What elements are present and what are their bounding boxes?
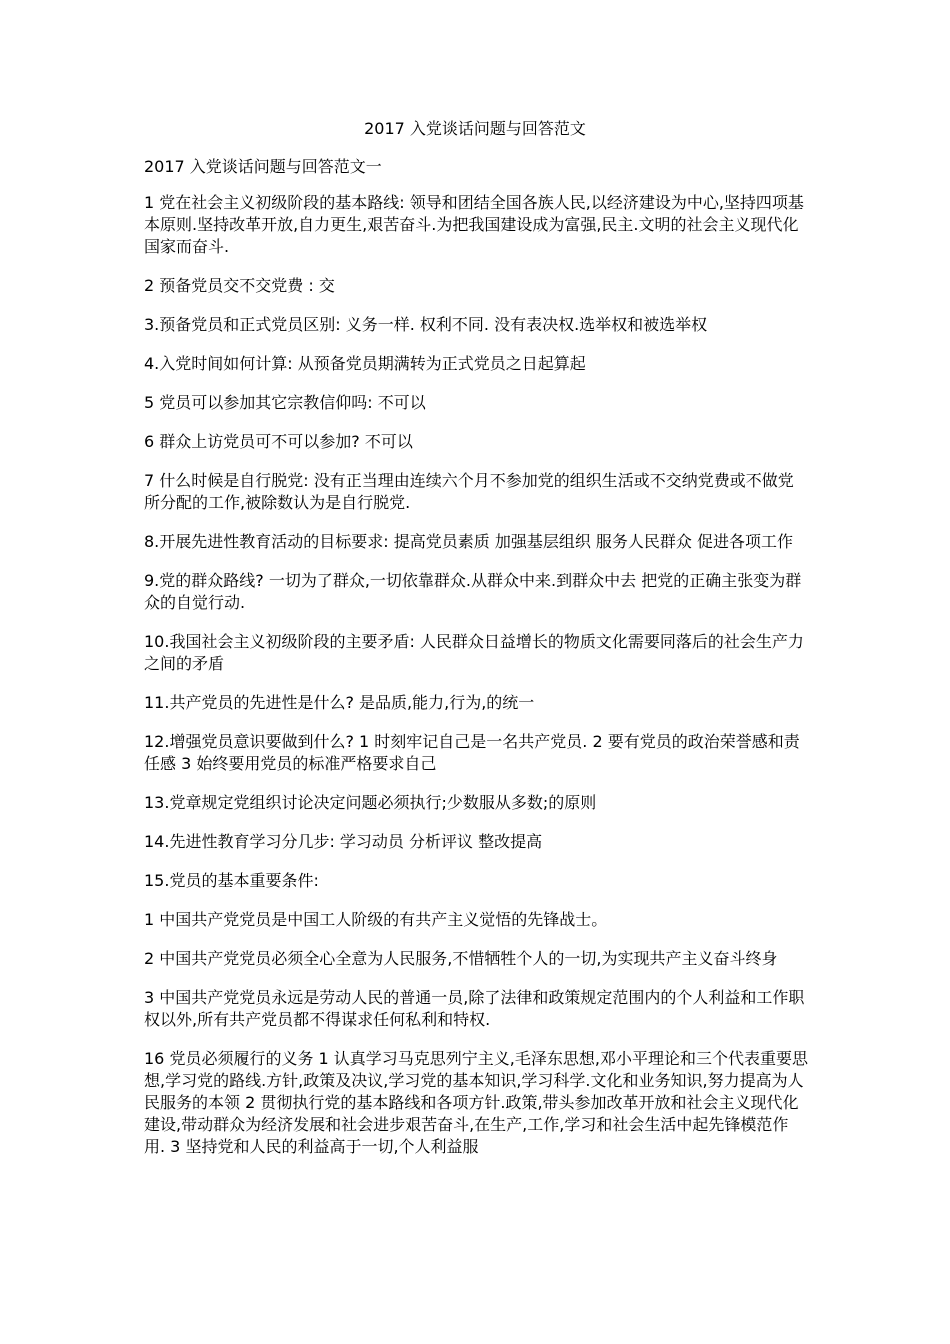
paragraph-12: 12.增强党员意识要做到什么? 1 时刻牢记自己是一名共产党员. 2 要有党员的政治荣誉感和责任感 3 始终要用党员的标准严格要求自己 [144, 732, 800, 773]
paragraph-4: 4.入党时间如何计算: 从预备党员期满转为正式党员之日起算起 [144, 354, 586, 373]
paragraph-10: 10.我国社会主义初级阶段的主要矛盾: 人民群众日益增长的物质文化需要同落后的社会生产力之间的矛盾 [144, 632, 804, 673]
paragraph-13: 13.党章规定党组织讨论决定问题必须执行;少数服从多数;的原则 [144, 793, 597, 812]
paragraph-11: 11.共产党员的先进性是什么? 是品质,能力,行为,的统一 [144, 693, 535, 712]
paragraph-1: 1 党在社会主义初级阶段的基本路线: 领导和团结全国各族人民,以经济建设为中心,坚持四项基本原则.坚持改革开放,自力更生,艰苦奋斗.为把我国建设成为富强,民主.文明的社会主义现代化国家而奋斗. [144, 193, 804, 256]
document-title: 2017 入党谈话问题与回答范文 [364, 119, 586, 138]
paragraph-3: 3.预备党员和正式党员区别: 义务一样. 权利不同. 没有表决权.选举权和被选举权 [144, 315, 708, 334]
paragraph-8: 8.开展先进性教育活动的目标要求: 提高党员素质 加强基层组织 服务人民群众 促进各项工作 [144, 532, 794, 551]
paragraph-5: 5 党员可以参加其它宗教信仰吗: 不可以 [144, 393, 426, 412]
paragraph-19: 16 党员必须履行的义务 1 认真学习马克思列宁主义,毛泽东思想,邓小平理论和三个代表重要思想,学习党的路线.方针,政策及决议,学习党的基本知识,学习科学.文化和业务知识,努力提高为人民服务的本领 2 贯彻执行党的基本路线和各项方针.政策,带头参加改革开放和社会主义现代化建设,带动群众为经济发展和社会进步艰苦奋斗,在生产,工作,学习和社会生活中起先锋模范作用. 3 坚持党和人民的利益高于一切,个人利益服 [144, 1049, 808, 1156]
document-subtitle: 2017 入党谈话问题与回答范文一 [144, 157, 382, 176]
document-body [144, 156, 809, 1175]
paragraph-15: 15.党员的基本重要条件: [144, 871, 319, 890]
paragraph-16: 1 中国共产党党员是中国工人阶级的有共产主义觉悟的先锋战士。 [144, 910, 608, 929]
paragraph-2: 2 预备党员交不交党费 : 交 [144, 276, 335, 295]
paragraph-14: 14.先进性教育学习分几步: 学习动员 分析评议 整改提高 [144, 832, 543, 851]
paragraph-7: 7 什么时候是自行脱党: 没有正当理由连续六个月不参加党的组织生活或不交纳党费或不做党所分配的工作,被除数认为是自行脱党. [144, 471, 794, 512]
paragraph-18: 3 中国共产党党员永远是劳动人民的普通一员,除了法律和政策规定范围内的个人利益和工作职权以外,所有共产党员都不得谋求任何私利和特权. [144, 988, 805, 1029]
paragraph-17: 2 中国共产党党员必须全心全意为人民服务,不惜牺牲个人的一切,为实现共产主义奋斗终身 [144, 949, 778, 968]
paragraph-6: 6 群众上访党员可不可以参加? 不可以 [144, 432, 413, 451]
paragraph-9: 9.党的群众路线? 一切为了群众,一切依靠群众.从群众中来.到群众中去 把党的正确主张变为群众的自觉行动. [144, 571, 802, 612]
